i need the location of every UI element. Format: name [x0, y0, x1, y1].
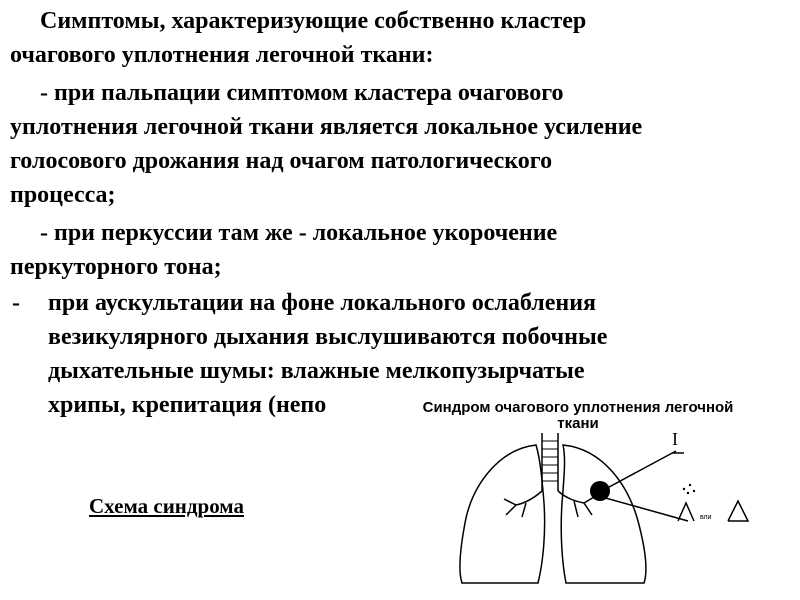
percussion-line-2: перкуторного тона; [10, 254, 222, 280]
percussion-line-1: - при перкуссии там же - локальное укорочение [40, 220, 558, 246]
auscultation-line-1: при аускультации на фоне локального ослабления [48, 290, 597, 316]
palpation-line-1: - при пальпации симптомом кластера очагового [40, 80, 564, 106]
auscultation-line-2: везикулярного дыхания выслушиваются побочные [48, 324, 608, 350]
palpation-line-2: уплотнения легочной ткани является локальное усиление [10, 114, 643, 140]
left-bronchus [504, 491, 542, 517]
palpation-line-3: голосового дрожания над очагом патологического [10, 148, 553, 174]
small-label: вли [700, 514, 712, 521]
palpation-line-4: процесса; [10, 182, 116, 208]
roman-marker: I [672, 429, 678, 449]
right-lung-outline [561, 445, 646, 583]
auscultation-line-4: хрипы, крепитация (непо [48, 392, 327, 418]
lung-diagram [388, 393, 788, 593]
diagram-title-line-1: Синдром очагового уплотнения легочной [422, 399, 734, 416]
pointer-line-2 [602, 497, 688, 521]
diagram-title-line-2: ткани [557, 415, 599, 432]
scheme-label: Схема синдрома [89, 494, 244, 518]
heading-line-1: Симптомы, характеризующие собственно кластер [40, 8, 587, 34]
auscultation-line-3: дыхательные шумы: влажные мелкопузырчатые [48, 358, 585, 384]
lung-drawing [388, 393, 788, 593]
left-lung-outline [460, 445, 545, 583]
lesion-focus [590, 481, 610, 501]
right-bronchus [558, 491, 594, 517]
heading-line-2: очагового уплотнения легочной ткани: [10, 42, 434, 68]
trachea [542, 433, 558, 491]
auscultation-bullet: - [12, 290, 20, 316]
sound-wave-2 [728, 501, 748, 521]
pointer-line-1 [598, 451, 676, 493]
